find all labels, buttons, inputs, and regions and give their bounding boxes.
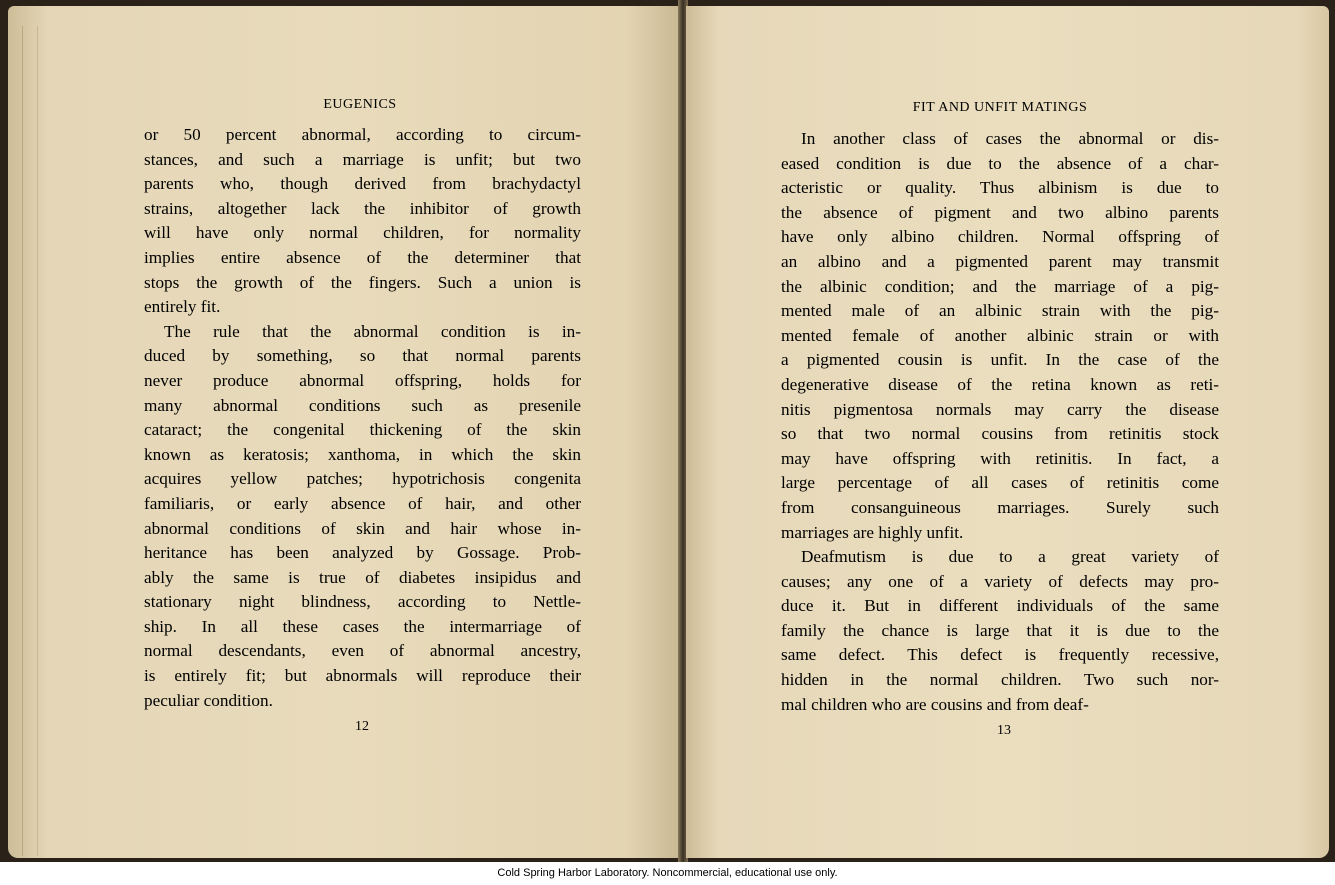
text-line: an albino and a pigmented parent may transmit	[781, 251, 1219, 271]
left-running-head: EUGENICS	[323, 97, 397, 112]
text-line: or 50 percent abnormal, according to circum-	[144, 125, 581, 144]
paragraph	[144, 123, 581, 320]
page-edge-lines	[22, 26, 38, 856]
text-line: parents who, though derived from brachydactyl	[144, 174, 581, 194]
text-line: normal descendants, even of abnormal ancestry,	[144, 641, 581, 661]
right-running-head: FIT AND UNFIT MATINGS	[912, 100, 1088, 115]
copyright-footer: Cold Spring Harbor Laboratory. Noncommercial, educational use only.	[497, 867, 838, 879]
text-line: In another class of cases the abnormal or dis-	[801, 129, 1219, 148]
text-line: hidden in the normal children. Two such nor-	[781, 670, 1219, 690]
paragraph	[144, 320, 581, 714]
text-line: Deafmutism is due to a great variety of	[801, 547, 1219, 567]
text-line: causes; any one of a variety of defects may pro-	[781, 571, 1219, 591]
text-line: heritance has been analyzed by Gossage. Prob-	[144, 543, 581, 563]
text-line: so that two normal cousins from retinitis stock	[781, 424, 1219, 444]
text-line: peculiar condition.	[144, 690, 273, 710]
text-line: entirely fit.	[144, 297, 221, 317]
text-line: abnormal conditions of skin and hair whose in-	[144, 518, 581, 538]
text-line: the absence of pigment and two albino parents	[781, 202, 1219, 222]
text-line: a pigmented cousin is unfit. In the case of the	[781, 350, 1219, 370]
left-page-number: 12	[355, 719, 369, 734]
text-line: ship. In all these cases the intermarriage of	[144, 616, 581, 636]
text-line: stops the growth of the fingers. Such a union is	[144, 272, 581, 292]
right-page-text	[781, 127, 1219, 717]
text-line: marriages are highly unfit.	[781, 522, 964, 542]
text-line: large percentage of all cases of retinitis come	[781, 473, 1219, 493]
text-line: mal children who are cousins and from deaf-	[781, 694, 1089, 714]
text-line: never produce abnormal offspring, holds for	[144, 370, 581, 390]
text-line: cataract; the congenital thickening of the skin	[144, 420, 581, 440]
left-page-text	[144, 123, 581, 713]
text-line: duce it. But in different individuals of the same	[781, 596, 1219, 616]
text-line: stationary night blindness, according to Nettle-	[144, 592, 581, 612]
text-line: mented male of an albinic strain with the pig-	[781, 301, 1219, 321]
text-line: will have only normal children, for normality	[144, 223, 581, 243]
text-line: The rule that the abnormal condition is in-	[164, 321, 581, 341]
paragraph	[781, 127, 1219, 545]
text-line: duced by something, so that normal parents	[144, 346, 581, 366]
text-line: ably the same is true of diabetes insipidus and	[144, 567, 581, 587]
text-line: same defect. This defect is frequently recessive,	[781, 645, 1219, 665]
right-page-number: 13	[997, 723, 1011, 738]
text-line: stances, and such a marriage is unfit; but two	[144, 149, 581, 169]
text-line: eased condition is due to the absence of a char-	[781, 153, 1219, 173]
text-line: nitis pigmentosa normals may carry the disease	[781, 399, 1219, 419]
text-line: implies entire absence of the determiner that	[144, 247, 581, 267]
text-line: have only albino children. Normal offspring of	[781, 227, 1219, 247]
text-line: known as keratosis; xanthoma, in which the skin	[144, 444, 581, 464]
text-line: mented female of another albinic strain or with	[781, 325, 1219, 345]
text-line: from consanguineous marriages. Surely such	[781, 497, 1219, 517]
text-line: may have offspring with retinitis. In fact, a	[781, 448, 1219, 468]
text-line: family the chance is large that it is due to the	[781, 620, 1219, 640]
text-line: strains, altogether lack the inhibitor of growth	[144, 198, 581, 218]
paragraph	[781, 545, 1219, 717]
text-line: degenerative disease of the retina known as reti-	[781, 374, 1219, 394]
text-line: is entirely fit; but abnormals will reproduce their	[144, 666, 581, 686]
text-line: many abnormal conditions such as presenile	[144, 395, 581, 415]
text-line: the albinic condition; and the marriage of a pig-	[781, 276, 1219, 296]
text-line: acteristic or quality. Thus albinism is due to	[781, 178, 1219, 198]
text-line: familiaris, or early absence of hair, and other	[144, 493, 581, 513]
text-line: acquires yellow patches; hypotrichosis congenita	[144, 469, 581, 489]
